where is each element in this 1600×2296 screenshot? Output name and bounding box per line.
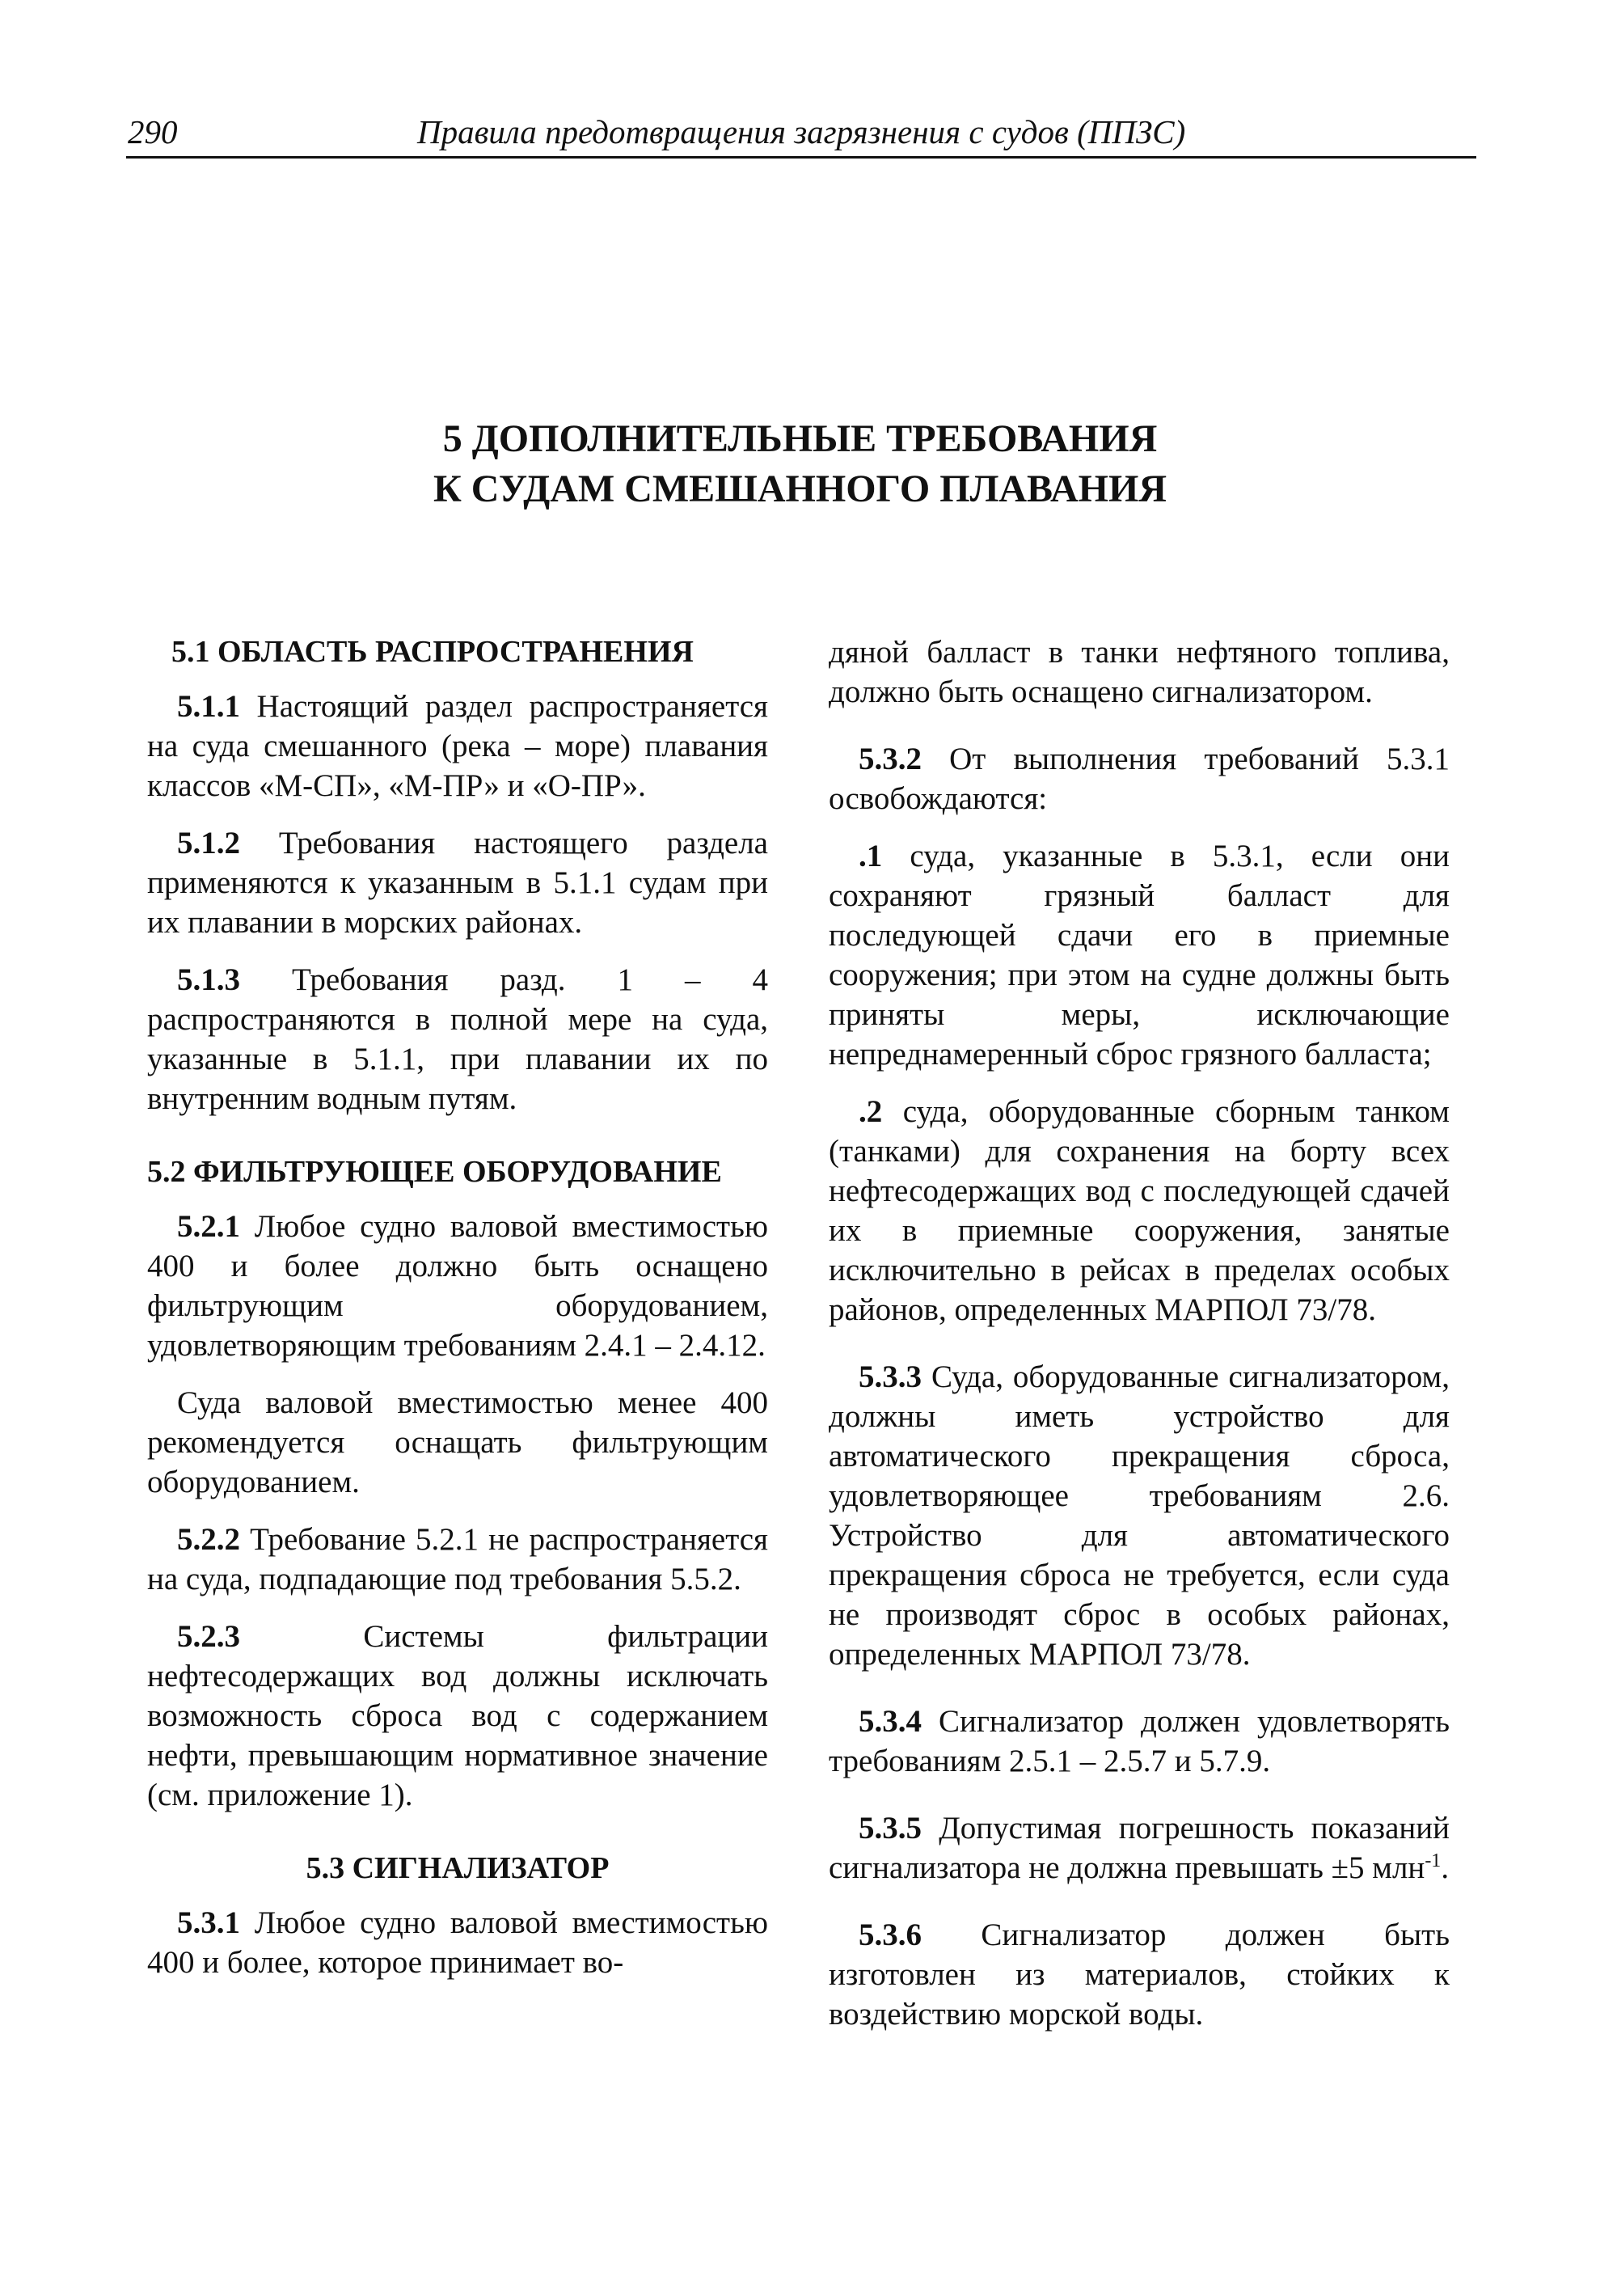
paragraph-end: . [1441,1850,1450,1885]
paragraph-text: Системы фильтрации нефтесодержащих вод должны исключать возможность сброса вод с содержанием нефти, превышающим нормативное значение (см. приложение 1). [147,1619,768,1812]
paragraph-text: Требование 5.2.1 не распространяется на суда, подпадающие под требования 5.5.2. [147,1522,768,1596]
paragraph-number: 5.1.1 [177,689,240,724]
paragraph-text: Суда, оборудованные сигнализатором, должны иметь устройство для автоматического прекращения сброса, удовлетворяющее требованиям 2.6. Устройство для автоматического прекращения сброса не требуется, если суда не производят сброс в особых районах, определенных МАРПОЛ 73/78. [829,1359,1450,1672]
paragraph-number: 5.1.3 [177,962,240,997]
list-item-text: суда, указанные в 5.3.1, если они сохраняют грязный балласт для последующей сдачи его в приемные сооружения; при этом на судне должны быть приняты меры, исключающие непреднамеренный сброс грязного балласта; [829,839,1450,1072]
running-title: Правила предотвращения загрязнения с судов (ППЗС) [417,113,1186,150]
paragraph-text: От выполнения требований 5.3.1 освобождаются: [829,742,1450,816]
chapter-title-line-1: 5 ДОПОЛНИТЕЛЬНЫЕ ТРЕБОВАНИЯ [442,417,1158,460]
section-heading-5-2: 5.2 ФИЛЬТРУЮЩЕЕ ОБОРУДОВАНИЕ [147,1155,722,1189]
chapter-title [0,414,1600,514]
paragraph-5-3-6 [829,1915,1450,2034]
paragraph-5-2-1 [147,1207,768,1365]
superscript: -1 [1425,1850,1442,1871]
paragraph-text: Допустимая погрешность показаний сигнализатора не должна превышать ±5 млн [829,1811,1450,1885]
paragraph-number: 5.1.2 [177,826,240,860]
paragraph-text: Сигнализатор должен быть изготовлен из материалов, стойких к воздействию морской воды. [829,1918,1450,2032]
paragraph-number: 5.3.4 [859,1704,922,1739]
paragraph-5-1-3 [147,960,768,1118]
paragraph-number: 5.3.6 [859,1918,922,1952]
paragraph-5-1-1 [147,687,768,806]
header-rule [126,156,1476,159]
list-item-number: .1 [859,839,883,873]
paragraph-text: Требования настоящего раздела применяются к указанным в 5.1.1 судам при их плавании в морских районах. [147,826,768,940]
paragraph-number: 5.2.2 [177,1522,240,1557]
paragraph-number: 5.3.1 [177,1905,240,1940]
paragraph-text: Любое судно валовой вместимостью 400 и более, которое принимает во- [147,1905,768,1980]
paragraph-number: 5.3.3 [859,1359,922,1394]
right-column [829,632,1450,2034]
paragraph-5-3-2 [829,739,1450,818]
list-item-2 [829,1092,1450,1330]
paragraph-5-1-2 [147,823,768,942]
paragraph-number: 5.3.5 [859,1811,922,1846]
paragraph-5-3-3 [829,1357,1450,1674]
paragraph-5-3-5 [829,1808,1450,1888]
paragraph-text: Любое судно валовой вместимостью 400 и более должно быть оснащено фильтрующим оборудованием, удовлетворяющим требованиям 2.4.1 – 2.4.12. [147,1209,768,1363]
list-item-1 [829,836,1450,1074]
list-item-number: .2 [859,1094,883,1129]
list-item-text: суда, оборудованные сборным танком (танками) для сохранения на борту всех нефтесодержащих вод с последующей сдачей их в приемные сооружения, занятые исключительно в рейсах в пределах особых районов, определенных МАРПОЛ 73/78. [829,1094,1450,1327]
paragraph-number: 5.2.1 [177,1209,240,1244]
paragraph-text: Сигнализатор должен удовлетворять требованиям 2.5.1 – 2.5.7 и 5.7.9. [829,1704,1450,1778]
left-column [147,632,768,1982]
paragraph-number: 5.2.3 [177,1619,240,1654]
section-heading-5-3: 5.3 СИГНАЛИЗАТОР [306,1851,610,1885]
section-heading-5-1: 5.1 ОБЛАСТЬ РАСПРОСТРАНЕНИЯ [171,635,694,669]
paragraph-5-3-4 [829,1702,1450,1781]
page-number: 290 [128,113,178,150]
paragraph-5-3-1 [147,1903,768,1982]
paragraph-5-3-1-continued: дяной балласт в танки нефтяного топлива, должно быть оснащено сигнализатором. [829,635,1450,709]
paragraph-text: Требования разд. 1 – 4 распространяются в полной мере на суда, указанные в 5.1.1, при плавании их по внутренним водным путям. [147,962,768,1116]
chapter-title-line-2: К СУДАМ СМЕШАННОГО ПЛАВАНИЯ [433,467,1167,510]
paragraph-5-2-3 [147,1617,768,1815]
paragraph-text: Настоящий раздел распространяется на суда смешанного (река – море) плавания классов «М-СП», «М-ПР» и «О-ПР». [147,689,768,803]
paragraph-number: 5.3.2 [859,742,922,776]
paragraph-5-2-1-note: Суда валовой вместимостью менее 400 рекомендуется оснащать фильтрующим оборудованием. [147,1385,768,1499]
paragraph-5-2-2 [147,1520,768,1599]
